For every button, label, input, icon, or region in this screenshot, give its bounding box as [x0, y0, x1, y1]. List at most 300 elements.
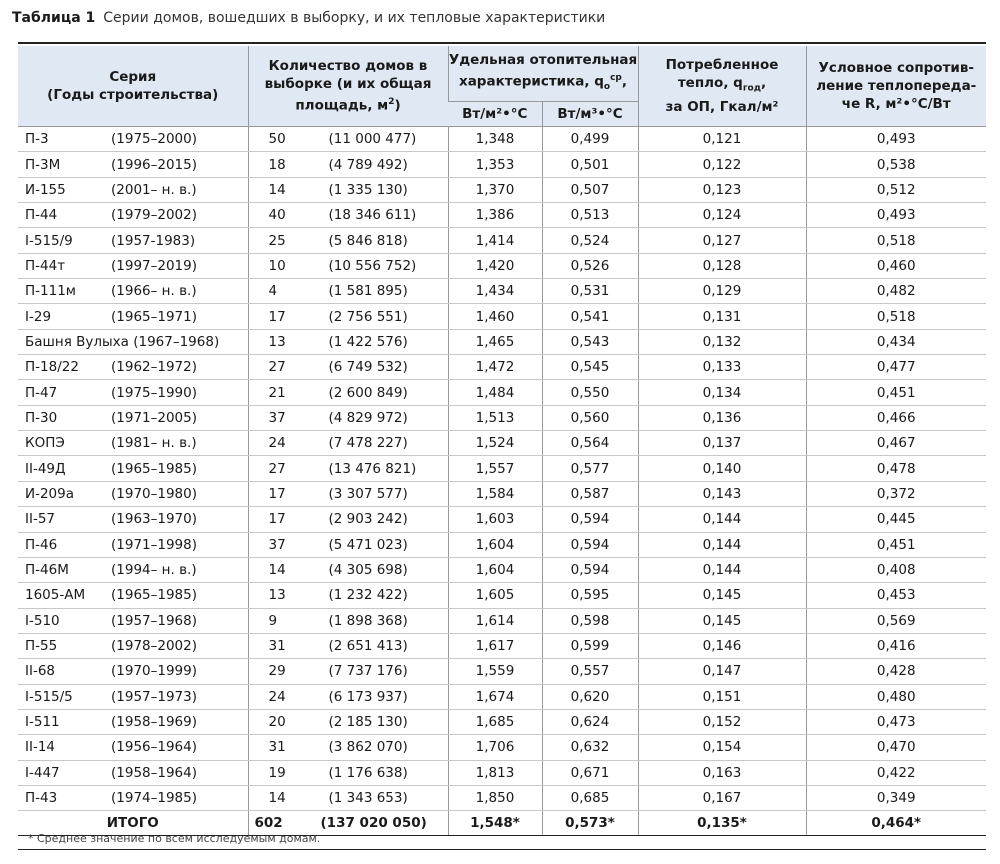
count-cell [248, 608, 448, 633]
q-vol-cell: 0,501 [542, 152, 638, 177]
q-area-cell: 1,434 [448, 279, 542, 304]
q-area-cell: 1,557 [448, 456, 542, 481]
series-name: И-155 [25, 181, 66, 198]
table-row [18, 507, 986, 532]
house-count: 18 [268, 156, 286, 173]
q-vol-cell: 0,632 [542, 735, 638, 760]
series-cell [18, 785, 248, 810]
heat-cell: 0,151 [638, 684, 806, 709]
total-area: (10 556 752) [328, 257, 417, 274]
total-area: (1 581 895) [328, 283, 408, 300]
q-area-cell: 1,472 [448, 355, 542, 380]
house-count: 50 [268, 131, 286, 148]
count-cell [248, 177, 448, 202]
table-row [18, 253, 986, 278]
house-count: 29 [268, 663, 286, 680]
house-count: 31 [268, 638, 286, 655]
q-vol-cell: 0,598 [542, 608, 638, 633]
q-area-cell: 1,813 [448, 760, 542, 785]
total-count: 602 [254, 815, 283, 832]
total-area: (1 898 368) [328, 612, 408, 629]
house-count: 40 [268, 207, 286, 224]
q-vol-cell: 0,671 [542, 760, 638, 785]
series-name: КОПЭ [25, 435, 65, 452]
series-cell [18, 633, 248, 658]
total-area: (7 737 176) [328, 663, 408, 680]
header-heat-line1: Потребленное [665, 57, 779, 74]
house-count: 27 [268, 460, 286, 477]
table-row [18, 279, 986, 304]
count-cell [248, 557, 448, 582]
top-rule [18, 42, 986, 44]
total-heat: 0,135* [638, 811, 806, 836]
resistance-cell: 0,538 [806, 152, 986, 177]
resistance-cell: 0,480 [806, 684, 986, 709]
q-area-cell: 1,674 [448, 684, 542, 709]
series-cell [18, 557, 248, 582]
count-cell [248, 684, 448, 709]
heat-cell: 0,140 [638, 456, 806, 481]
q-vol-cell: 0,499 [542, 127, 638, 152]
series-name: П-44т [25, 257, 66, 274]
count-cell [248, 355, 448, 380]
total-label: ИТОГО [18, 811, 248, 836]
series-name: П-46М [25, 562, 69, 579]
resistance-cell: 0,477 [806, 355, 986, 380]
q-area-cell: 1,484 [448, 380, 542, 405]
q-vol-cell: 0,524 [542, 228, 638, 253]
series-cell [18, 709, 248, 734]
heat-cell: 0,144 [638, 557, 806, 582]
series-cell [18, 507, 248, 532]
series-name: П-3 [25, 131, 49, 148]
house-count: 14 [268, 790, 286, 807]
header-spec-line1: Удельная отопительная [448, 51, 638, 68]
header-count-sup: 2 [388, 97, 395, 108]
series-years: (1957-1983) [111, 232, 196, 249]
header-res-line2: ление теплопереда- [816, 78, 977, 94]
house-count: 17 [268, 308, 286, 325]
header-heat-sub: год [742, 83, 761, 94]
q-vol-cell: 0,599 [542, 633, 638, 658]
table-row [18, 355, 986, 380]
house-count: 19 [268, 764, 286, 781]
q-area-cell: 1,584 [448, 481, 542, 506]
series-name: I-511 [25, 714, 60, 731]
table-row [18, 405, 986, 430]
heat-cell: 0,133 [638, 355, 806, 380]
house-count: 13 [268, 587, 286, 604]
series-cell [18, 380, 248, 405]
table-row [18, 557, 986, 582]
count-cell [248, 760, 448, 785]
q-area-cell: 1,706 [448, 735, 542, 760]
q-area-cell: 1,614 [448, 608, 542, 633]
series-cell [18, 127, 248, 152]
table-row [18, 684, 986, 709]
resistance-cell: 0,453 [806, 583, 986, 608]
q-vol-cell: 0,595 [542, 583, 638, 608]
q-vol-cell: 0,560 [542, 405, 638, 430]
series-name: II-68 [25, 663, 56, 680]
series-years: (1971–1998) [111, 536, 197, 553]
q-area-cell: 1,617 [448, 633, 542, 658]
header-resistance [806, 46, 986, 127]
bottom-rule [18, 849, 986, 850]
header-spec-sub: o [603, 82, 611, 93]
table-row [18, 177, 986, 202]
q-area-cell: 1,559 [448, 659, 542, 684]
q-vol-cell: 0,624 [542, 709, 638, 734]
resistance-cell: 0,467 [806, 431, 986, 456]
q-vol-cell: 0,620 [542, 684, 638, 709]
header-spec [448, 46, 638, 102]
table-row [18, 127, 986, 152]
series-cell [18, 456, 248, 481]
header-series-years: (Годы строительства) [47, 87, 219, 103]
count-cell [248, 659, 448, 684]
series-name: П-30 [25, 409, 58, 426]
resistance-cell: 0,460 [806, 253, 986, 278]
total-area: (1 232 422) [328, 587, 408, 604]
total-area: (2 651 413) [328, 638, 408, 655]
series-years: (1962–1972) [111, 359, 197, 376]
series-cell [18, 608, 248, 633]
table-row [18, 709, 986, 734]
series-cell [18, 152, 248, 177]
house-count: 37 [268, 409, 286, 426]
series-name: I-29 [25, 308, 52, 325]
heat-cell: 0,128 [638, 253, 806, 278]
total-area: (4 305 698) [328, 562, 408, 579]
count-cell [248, 481, 448, 506]
header-count-line2: выборке (и их общая [264, 76, 432, 93]
header-spec-sup: ср [610, 72, 622, 83]
resistance-cell: 0,473 [806, 709, 986, 734]
heat-cell: 0,147 [638, 659, 806, 684]
series-years: (1975–1990) [111, 384, 197, 401]
q-area-cell: 1,465 [448, 329, 542, 354]
series-name: I-510 [25, 612, 60, 629]
series-years: (1965–1985) [111, 460, 197, 477]
heat-cell: 0,143 [638, 481, 806, 506]
q-area-cell: 1,353 [448, 152, 542, 177]
resistance-cell: 0,416 [806, 633, 986, 658]
header-heat [638, 46, 806, 127]
q-area-cell: 1,386 [448, 203, 542, 228]
heat-cell: 0,123 [638, 177, 806, 202]
count-cell [248, 583, 448, 608]
series-name: П-18/22 [25, 359, 79, 376]
heat-cell: 0,132 [638, 329, 806, 354]
series-years: (1974–1985) [111, 790, 197, 807]
series-name: Башня Вулыха (1967–1968) [25, 333, 220, 350]
series-years: (1971–2005) [111, 409, 197, 426]
house-count: 17 [268, 511, 286, 528]
total-area: (5 846 818) [328, 232, 408, 249]
house-count: 10 [268, 257, 286, 274]
count-cell [248, 279, 448, 304]
series-cell [18, 735, 248, 760]
header-spec-line2 [449, 69, 638, 96]
series-years: (1958–1969) [111, 714, 197, 731]
series-years: (1997–2019) [111, 257, 197, 274]
table-row [18, 329, 986, 354]
series-cell [18, 431, 248, 456]
table-row [18, 481, 986, 506]
series-years: (1965–1985) [111, 587, 197, 604]
resistance-cell: 0,349 [806, 785, 986, 810]
total-area: (7 478 227) [328, 435, 408, 452]
table-row [18, 583, 986, 608]
house-count: 24 [268, 435, 286, 452]
count-cell [248, 456, 448, 481]
resistance-cell: 0,512 [806, 177, 986, 202]
q-vol-cell: 0,513 [542, 203, 638, 228]
heat-cell: 0,152 [638, 709, 806, 734]
resistance-cell: 0,482 [806, 279, 986, 304]
q-area-cell: 1,414 [448, 228, 542, 253]
header-spec-text: характеристика, q [458, 73, 604, 90]
resistance-cell: 0,518 [806, 228, 986, 253]
header-count-line3 [249, 93, 448, 115]
series-years: (1981– н. в.) [111, 435, 197, 452]
header-count-end: ) [394, 97, 401, 114]
total-area: (4 789 492) [328, 156, 408, 173]
series-years: (1970–1980) [111, 485, 197, 502]
heat-cell: 0,131 [638, 304, 806, 329]
series-name: I-447 [25, 764, 60, 781]
series-cell [18, 177, 248, 202]
series-name: П-47 [25, 384, 58, 401]
q-vol-cell: 0,531 [542, 279, 638, 304]
resistance-cell: 0,470 [806, 735, 986, 760]
q-vol-cell: 0,557 [542, 659, 638, 684]
heat-cell: 0,136 [638, 405, 806, 430]
total-area: (18 346 611) [328, 207, 417, 224]
resistance-cell: 0,451 [806, 532, 986, 557]
series-years: (2001– н. в.) [111, 181, 197, 198]
series-cell [18, 279, 248, 304]
total-area: (6 749 532) [328, 359, 408, 376]
q-vol-cell: 0,564 [542, 431, 638, 456]
table-row [18, 203, 986, 228]
resistance-cell: 0,434 [806, 329, 986, 354]
series-name: П-3М [25, 156, 61, 173]
total-area: (1 335 130) [328, 181, 408, 198]
q-vol-cell: 0,594 [542, 557, 638, 582]
table-caption [12, 10, 605, 26]
data-table [18, 46, 986, 836]
total-area: (1 422 576) [328, 333, 408, 350]
header-series-label: Серия [109, 69, 157, 85]
house-count: 24 [268, 688, 286, 705]
total-area: (3 862 070) [328, 739, 408, 756]
total-area: (3 307 577) [328, 485, 408, 502]
resistance-cell: 0,569 [806, 608, 986, 633]
header-res-line3: че R, м²•°С/Вт [841, 96, 951, 112]
table-row [18, 608, 986, 633]
table-row [18, 785, 986, 810]
q-vol-cell: 0,550 [542, 380, 638, 405]
total-q-area: 1,548* [448, 811, 542, 836]
heat-cell: 0,122 [638, 152, 806, 177]
house-count: 31 [268, 739, 286, 756]
series-years: (1957–1973) [111, 688, 197, 705]
header-heat-end: , [760, 75, 767, 92]
resistance-cell: 0,478 [806, 456, 986, 481]
series-cell [18, 760, 248, 785]
q-vol-cell: 0,594 [542, 507, 638, 532]
total-area: (4 829 972) [328, 409, 408, 426]
total-area: (137 020 050) [320, 815, 427, 832]
q-area-cell: 1,603 [448, 507, 542, 532]
total-area: (13 476 821) [328, 460, 417, 477]
heat-cell: 0,145 [638, 583, 806, 608]
heat-cell: 0,163 [638, 760, 806, 785]
q-area-cell: 1,604 [448, 557, 542, 582]
series-years: (1965–1971) [111, 308, 197, 325]
series-cell [18, 583, 248, 608]
header-unit-volume: Вт/м³•°С [542, 102, 638, 127]
footnote: * Среднее значение по всем исследуемым домам. [28, 832, 321, 845]
table-row [18, 760, 986, 785]
series-cell [18, 253, 248, 278]
resistance-cell: 0,445 [806, 507, 986, 532]
resistance-cell: 0,372 [806, 481, 986, 506]
count-cell [248, 405, 448, 430]
series-name: 1605-АМ [25, 587, 86, 604]
series-name: I-515/5 [25, 688, 73, 705]
q-area-cell: 1,524 [448, 431, 542, 456]
table-header [18, 46, 986, 127]
table-row [18, 659, 986, 684]
resistance-cell: 0,428 [806, 659, 986, 684]
resistance-cell: 0,422 [806, 760, 986, 785]
total-area: (2 600 849) [328, 384, 408, 401]
total-area: (2 185 130) [328, 714, 408, 731]
header-heat-line3: за ОП, Гкал/м² [665, 98, 779, 115]
series-cell [18, 329, 248, 354]
header-series [18, 46, 248, 127]
count-cell [248, 127, 448, 152]
series-name: П-44 [25, 207, 58, 224]
heat-cell: 0,144 [638, 507, 806, 532]
total-area: (1 343 653) [328, 790, 408, 807]
total-q-vol: 0,573* [542, 811, 638, 836]
resistance-cell: 0,493 [806, 203, 986, 228]
series-years: (1957–1968) [111, 612, 197, 629]
caption-label: Таблица 1 [12, 10, 96, 26]
table-row [18, 228, 986, 253]
house-count: 27 [268, 359, 286, 376]
series-cell [18, 228, 248, 253]
q-vol-cell: 0,594 [542, 532, 638, 557]
resistance-cell: 0,466 [806, 405, 986, 430]
heat-cell: 0,124 [638, 203, 806, 228]
total-area: (5 471 023) [328, 536, 408, 553]
resistance-cell: 0,451 [806, 380, 986, 405]
heat-cell: 0,129 [638, 279, 806, 304]
table-row [18, 735, 986, 760]
series-years: (1970–1999) [111, 663, 197, 680]
series-cell [18, 405, 248, 430]
table-row [18, 304, 986, 329]
q-vol-cell: 0,587 [542, 481, 638, 506]
count-cell [248, 152, 448, 177]
heat-cell: 0,127 [638, 228, 806, 253]
q-area-cell: 1,685 [448, 709, 542, 734]
header-res-line1: Условное сопротив- [818, 60, 975, 76]
count-cell [248, 735, 448, 760]
count-cell [248, 532, 448, 557]
q-vol-cell: 0,541 [542, 304, 638, 329]
q-vol-cell: 0,526 [542, 253, 638, 278]
q-area-cell: 1,348 [448, 127, 542, 152]
count-cell [248, 633, 448, 658]
table-row [18, 431, 986, 456]
house-count: 13 [268, 333, 286, 350]
table-row [18, 152, 986, 177]
house-count: 21 [268, 384, 286, 401]
q-vol-cell: 0,543 [542, 329, 638, 354]
q-area-cell: 1,460 [448, 304, 542, 329]
total-area: (2 903 242) [328, 511, 408, 528]
house-count: 4 [268, 283, 278, 300]
series-name: П-55 [25, 638, 58, 655]
house-count: 17 [268, 485, 286, 502]
series-years: (1956–1964) [111, 739, 197, 756]
count-cell [248, 709, 448, 734]
q-vol-cell: 0,545 [542, 355, 638, 380]
heat-cell: 0,144 [638, 532, 806, 557]
series-years: (1978–2002) [111, 638, 197, 655]
heat-cell: 0,137 [638, 431, 806, 456]
series-years: (1996–2015) [111, 156, 197, 173]
header-count-text: площадь, м [295, 97, 389, 114]
q-area-cell: 1,605 [448, 583, 542, 608]
resistance-cell: 0,408 [806, 557, 986, 582]
series-years: (1994– н. в.) [111, 562, 197, 579]
total-area: (11 000 477) [328, 131, 417, 148]
heat-cell: 0,145 [638, 608, 806, 633]
house-count: 14 [268, 181, 286, 198]
resistance-cell: 0,518 [806, 304, 986, 329]
heat-cell: 0,121 [638, 127, 806, 152]
count-cell [248, 253, 448, 278]
q-vol-cell: 0,685 [542, 785, 638, 810]
house-count: 20 [268, 714, 286, 731]
count-cell [248, 785, 448, 810]
header-heat-text: тепло, q [677, 75, 743, 92]
header-spec-end: , [621, 73, 628, 90]
heat-cell: 0,134 [638, 380, 806, 405]
series-cell [18, 203, 248, 228]
series-name: II-49Д [25, 460, 66, 477]
heat-cell: 0,146 [638, 633, 806, 658]
series-name: П-43 [25, 790, 58, 807]
count-cell [248, 304, 448, 329]
series-name: II-14 [25, 739, 56, 756]
house-count: 37 [268, 536, 286, 553]
total-area: (6 173 937) [328, 688, 408, 705]
count-cell [248, 228, 448, 253]
count-cell [248, 380, 448, 405]
table-row [18, 380, 986, 405]
count-cell [248, 431, 448, 456]
series-years: (1958–1964) [111, 764, 197, 781]
total-area: (2 756 551) [328, 308, 408, 325]
